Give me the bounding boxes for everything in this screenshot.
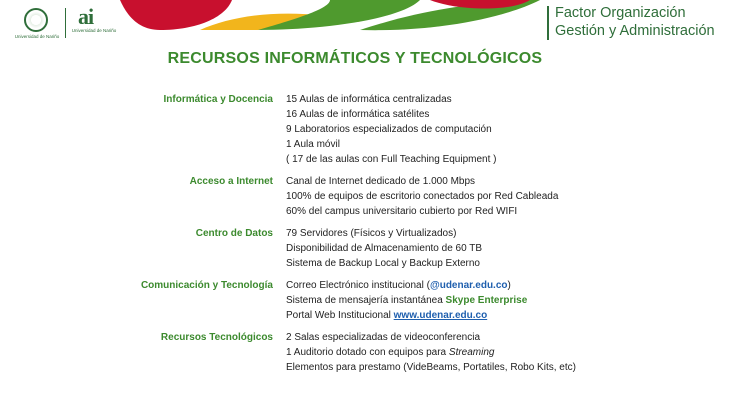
list-item-messaging [286,293,747,308]
list-item: 15 Aulas de informática centralizadas [286,94,452,105]
page-title: RECURSOS INFORMÁTICOS Y TECNOLÓGICOS [167,50,543,67]
seal-caption: Universidad de Nariño [14,34,60,39]
section-centro-datos [0,226,747,271]
portal-link[interactable]: www.udenar.edu.co [393,310,488,321]
email-prefix: Correo Electrónico institucional ( [286,280,430,291]
portal-prefix: Portal Web Institucional [286,310,394,321]
list-item: Canal de Internet dedicado de 1.000 Mbps [286,176,476,187]
list-item: Disponibilidad de Almacenamiento de 60 TB [286,243,483,254]
factor-title-line2: Gestión y Administración [555,23,715,39]
list-item-email [286,278,747,293]
university-seal-logo [24,8,48,32]
list-item: 2 Salas especializadas de videoconferencia [286,332,481,343]
section-informatica-docencia [0,92,747,167]
factor-title-line1 [555,5,686,21]
section-label: Recursos Tecnológicos [160,332,273,343]
list-item: Sistema de Backup Local y Backup Externo [286,258,480,269]
factor-prefix: Factor [555,5,597,21]
section-comunicacion-tecnologia [0,278,747,323]
list-item-portal [286,308,747,323]
list-item: 16 Aulas de informática satélites [286,109,430,120]
list-item: 79 Servidores (Físicos y Virtualizados) [286,228,457,239]
list-item: 100% de equipos de escritorio conectados por Red Cableada [286,191,559,202]
section-acceso-internet [0,174,747,219]
auditorio-prefix: 1 Auditorio dotado con equipos para [286,347,449,358]
resources-list [0,92,747,382]
streaming-term: Streaming [448,347,495,358]
section-label: Acceso a Internet [189,176,273,187]
ai-logo: ai [78,4,94,29]
list-item: ( 17 de las aulas con Full Teaching Equipment ) [286,154,497,165]
logo-divider [65,8,66,38]
ai-logo-caption: Universidad de Nariño [71,28,117,33]
list-item: 1 Aula móvil [286,139,340,150]
list-item: 60% del campus universitario cubierto por Red WIFI [286,206,518,217]
section-recursos-tecnologicos [0,330,747,375]
section-label: Comunicación y Tecnología [140,280,273,291]
list-item: 9 Laboratorios especializados de computación [286,124,492,135]
email-suffix: ) [507,280,511,291]
section-label: Centro de Datos [195,228,273,239]
factor-divider [547,6,549,40]
header [0,0,747,46]
email-domain: @udenar.edu.co [429,280,508,291]
factor-word: Organización [600,5,686,21]
list-item-auditorio [286,345,747,360]
list-item: Elementos para prestamo (VideBeams, Portatiles, Robo Kits, etc) [286,362,576,373]
messaging-product: Skype Enterprise [445,295,528,306]
messaging-prefix: Sistema de mensajería instantánea [286,295,446,306]
section-label: Informática y Docencia [163,94,273,105]
